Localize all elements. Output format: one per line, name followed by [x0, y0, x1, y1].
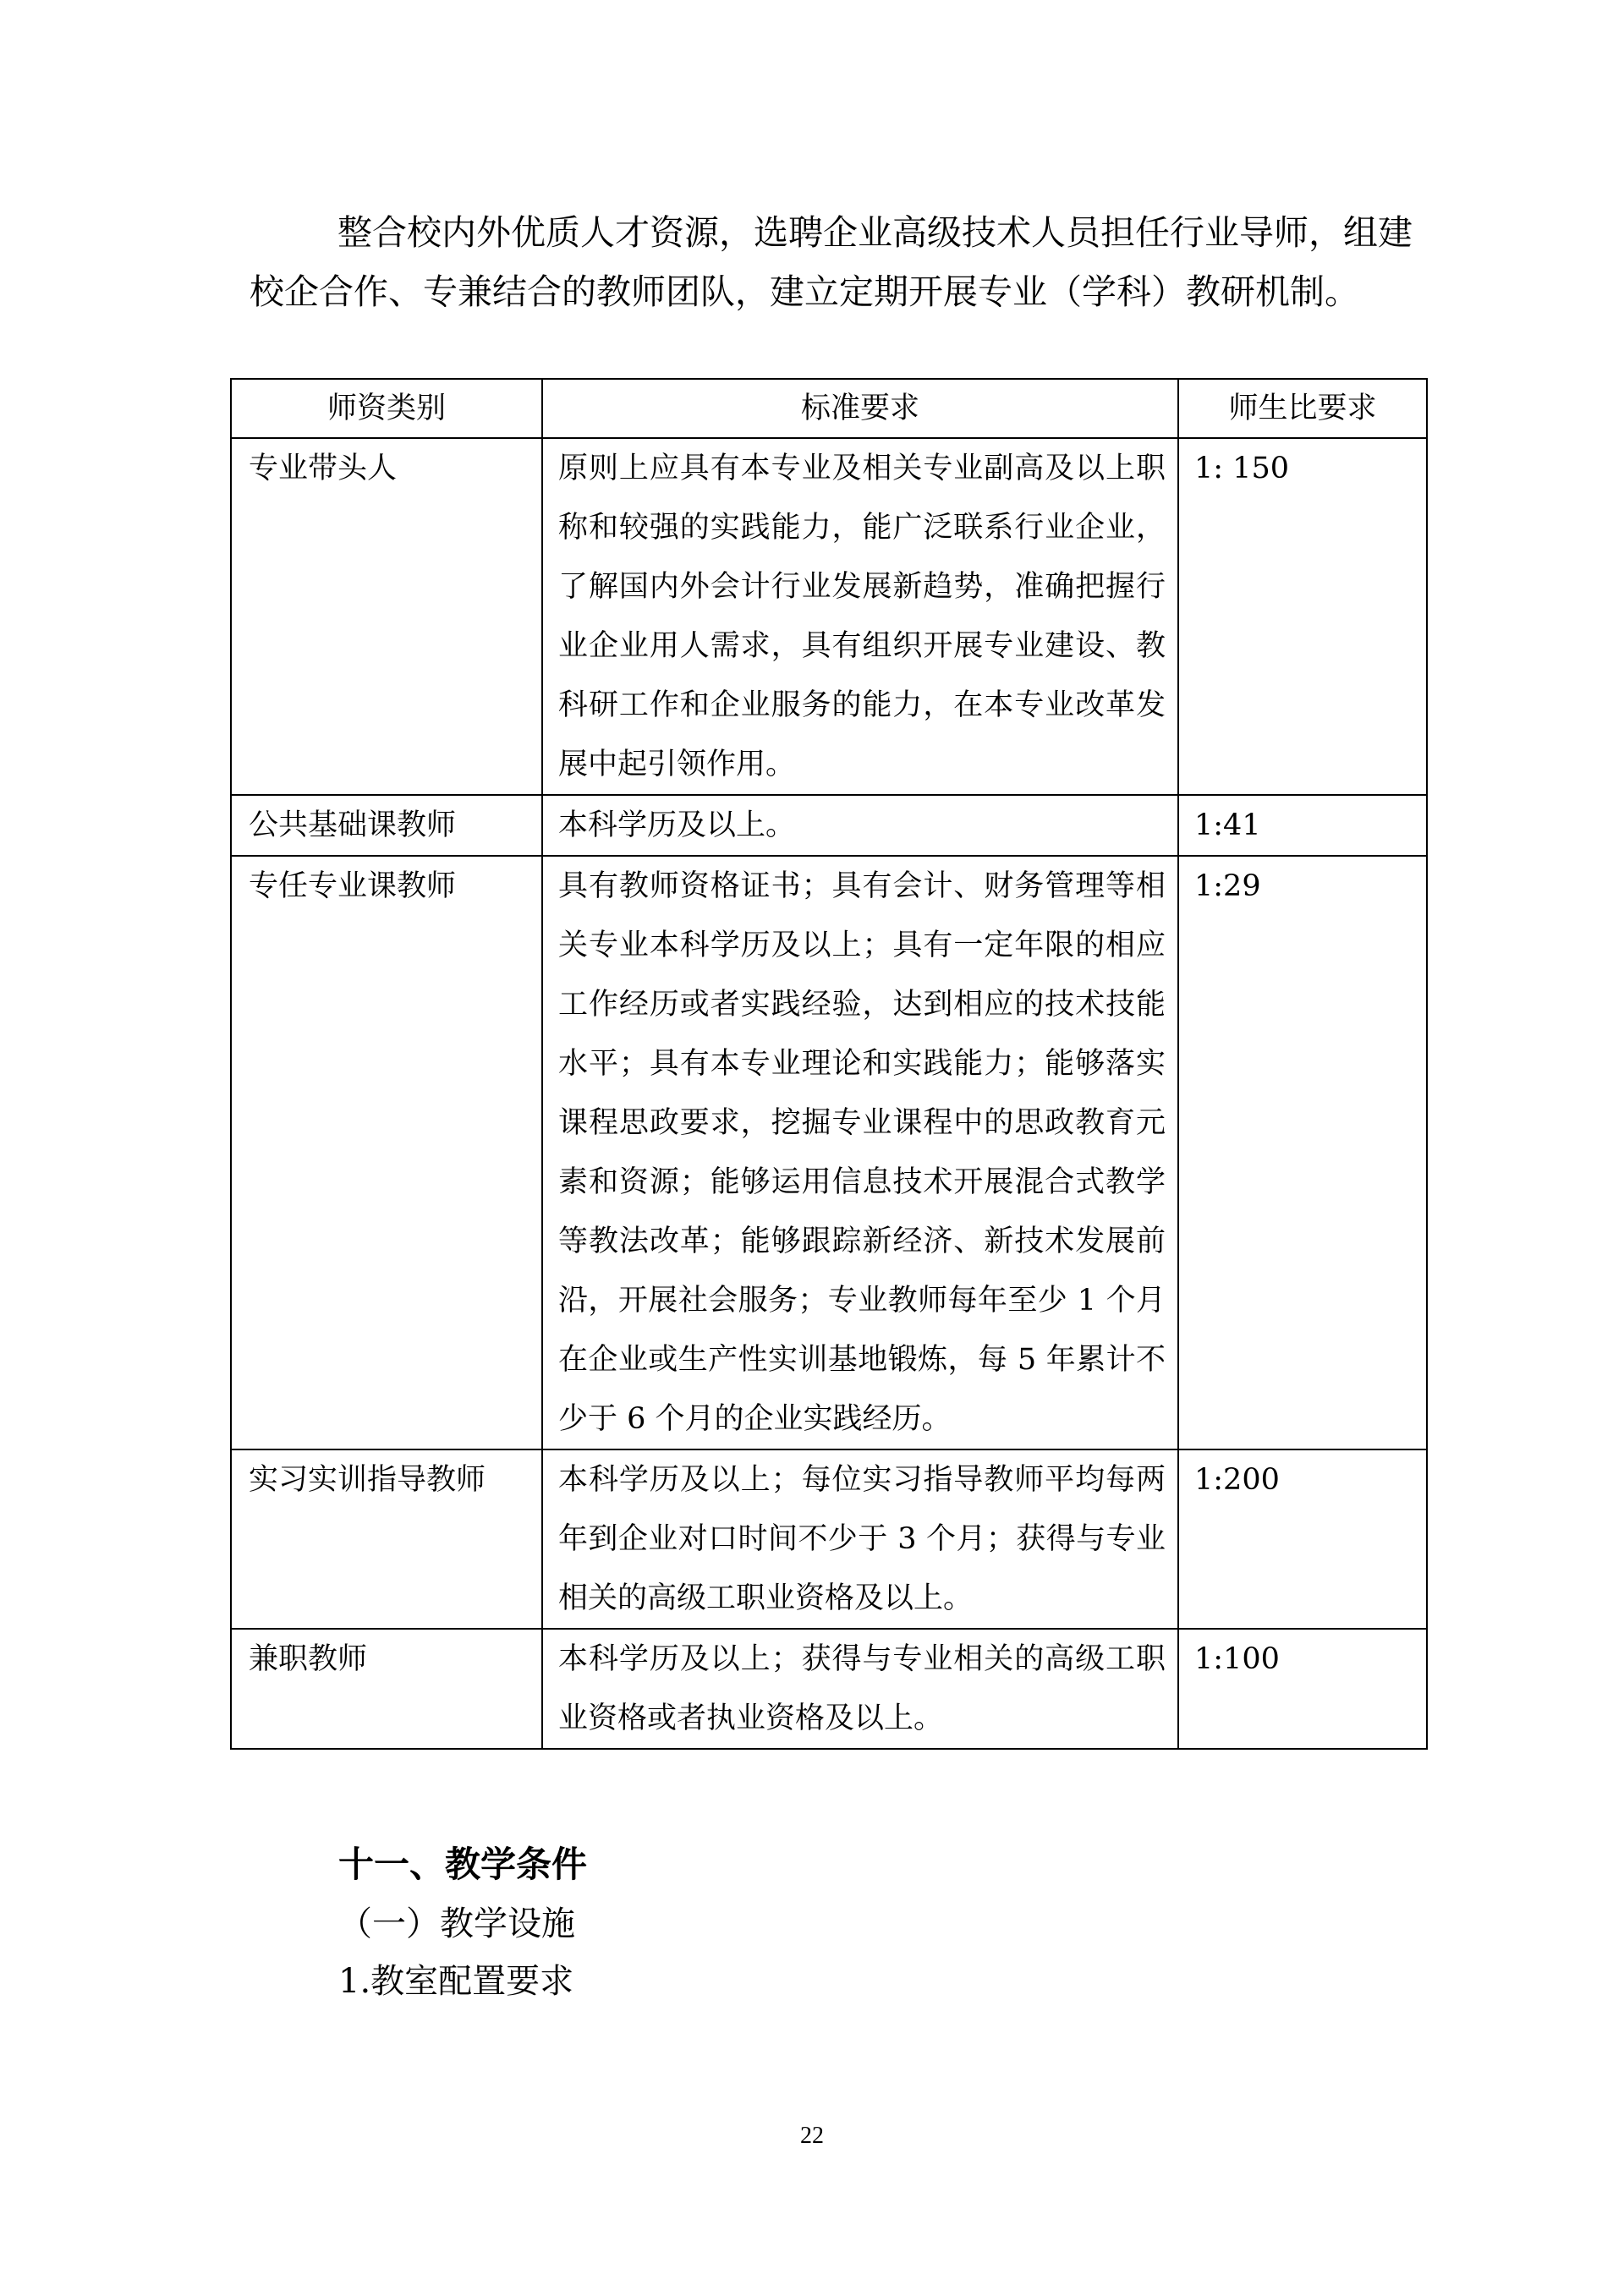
category-cell: 专业带头人 — [231, 438, 542, 795]
requirement-cell: 原则上应具有本专业及相关专业副高及以上职称和较强的实践能力，能广泛联系行业企业，了解国内外会计行业发展新趋势，准确把握行业企业用人需求，具有组织开展专业建设、教科研工作和企业服务的能力，在本专业改革发展中起引领作用。 — [542, 438, 1178, 795]
page-number: 22 — [800, 2123, 824, 2149]
ratio-cell: 1:100 — [1178, 1629, 1427, 1749]
section-heading: 十一、教学条件 — [338, 1844, 588, 1885]
table-row — [231, 1629, 1427, 1749]
ratio-cell: 1:200 — [1178, 1449, 1427, 1629]
ratio-cell: 1:41 — [1178, 795, 1427, 856]
intro-text: 整合校内外优质人才资源，选聘企业高级技术人员担任行业导师，组建校企合作、专兼结合的教师团队，建立定期开展专业（学科）教研机制。 — [250, 212, 1413, 312]
table-row — [231, 856, 1427, 1449]
requirement-cell: 本科学历及以上；获得与专业相关的高级工职业资格或者执业资格及以上。 — [542, 1629, 1178, 1749]
requirement-cell: 本科学历及以上；每位实习指导教师平均每两年到企业对口时间不少于 3 个月；获得与专业相关的高级工职业资格及以上。 — [542, 1449, 1178, 1629]
teacher-requirements-table — [230, 378, 1428, 1750]
category-cell: 专任专业课教师 — [231, 856, 542, 1449]
item-heading: 1.教室配置要求 — [338, 1962, 574, 2001]
ratio-cell: 1:29 — [1178, 856, 1427, 1449]
header-ratio: 师生比要求 — [1178, 379, 1427, 438]
table-row — [231, 438, 1427, 795]
header-requirement: 标准要求 — [542, 379, 1178, 438]
table-row — [231, 795, 1427, 856]
ratio-cell: 1: 150 — [1178, 438, 1427, 795]
table-row — [231, 1449, 1427, 1629]
subsection-heading: （一）教学设施 — [338, 1904, 575, 1943]
requirement-cell: 本科学历及以上。 — [542, 795, 1178, 856]
requirement-cell: 具有教师资格证书；具有会计、财务管理等相关专业本科学历及以上；具有一定年限的相应工作经历或者实践经验，达到相应的技术技能水平；具有本专业理论和实践能力；能够落实课程思政要求，挖掘专业课程中的思政教育元素和资源；能够运用信息技术开展混合式教学等教法改革；能够跟踪新经济、新技术发展前沿，开展社会服务；专业教师每年至少 1 个月在企业或生产性实训基地锻炼，每 5 年累计不少于 6 个月的企业实践经历。 — [542, 856, 1178, 1449]
category-cell: 兼职教师 — [231, 1629, 542, 1749]
category-cell: 实习实训指导教师 — [231, 1449, 542, 1629]
header-category: 师资类别 — [231, 379, 542, 438]
table-header-row — [231, 379, 1427, 438]
intro-paragraph — [250, 203, 1421, 321]
category-cell: 公共基础课教师 — [231, 795, 542, 856]
